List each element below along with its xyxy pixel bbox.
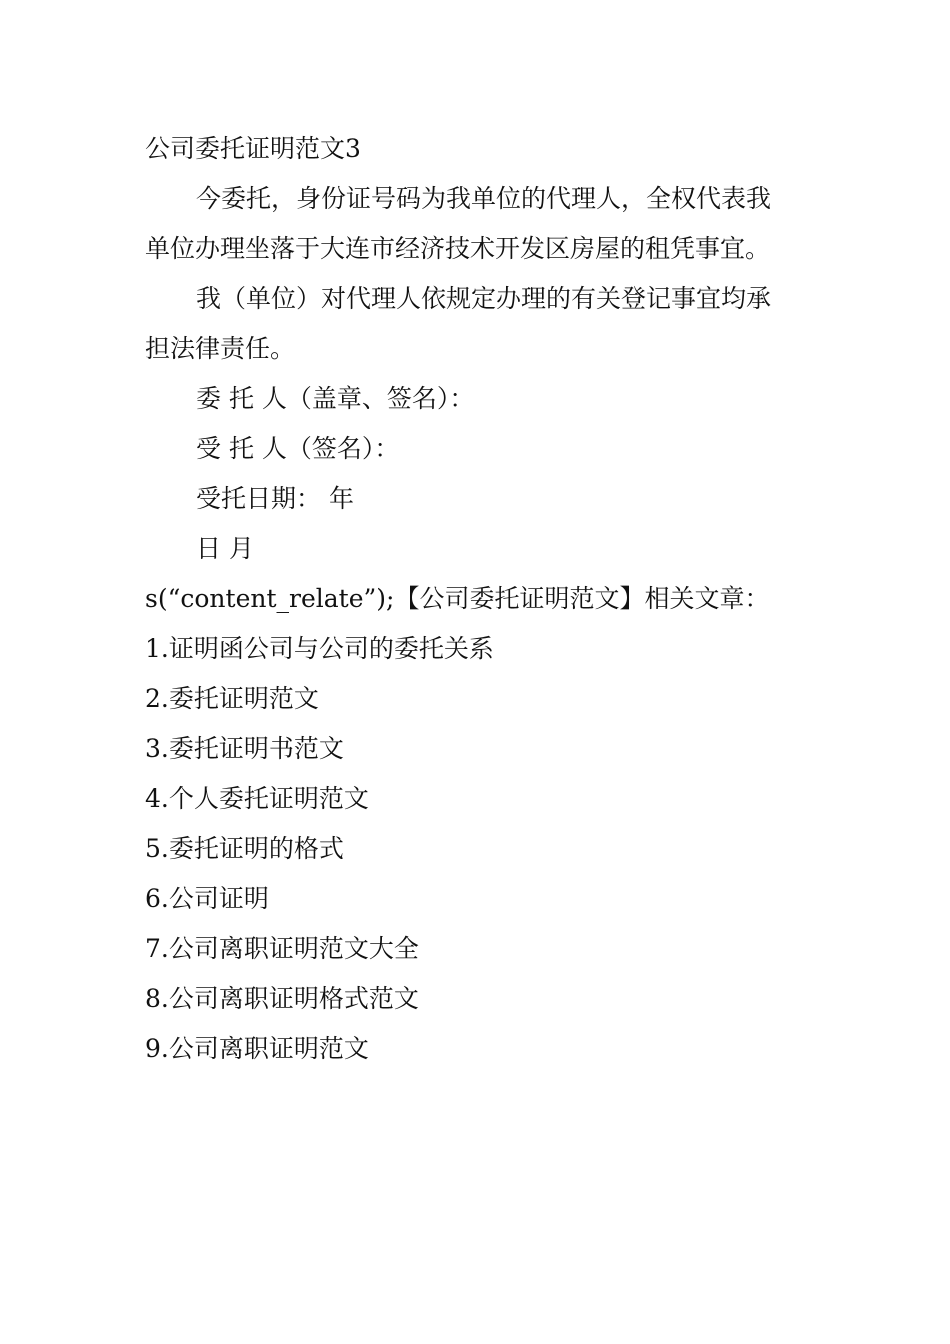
paragraph-1-line-2: 单位办理坐落于大连市经济技术开发区房屋的租凭事宜。	[145, 234, 771, 263]
paragraph-1-line-1: 今委托，身份证号码为我单位的代理人，全权代表我	[196, 184, 772, 213]
related-article-link[interactable]: 1.证明函公司与公司的委托关系	[145, 634, 494, 663]
related-article-link[interactable]: 3.委托证明书范文	[145, 734, 344, 763]
principal-signature-label: 委 托 人（盖章、签名）：	[196, 384, 475, 413]
paragraph-2-line-2: 担法律责任。	[145, 334, 296, 363]
related-article-link[interactable]: 6.公司证明	[145, 884, 269, 913]
related-article-link[interactable]: 4.个人委托证明范文	[145, 784, 369, 813]
related-articles-header: s(“content_relate”);【公司委托证明范文】相关文章：	[145, 584, 770, 613]
agent-signature-label: 受 托 人（签名）：	[196, 434, 400, 463]
document-title: 公司委托证明范文3	[145, 134, 361, 163]
date-label: 受托日期： 年	[196, 484, 354, 513]
paragraph-2-line-1: 我（单位）对代理人依规定办理的有关登记事宜均承	[196, 284, 772, 313]
related-article-link[interactable]: 5.委托证明的格式	[145, 834, 344, 863]
related-article-link[interactable]: 7.公司离职证明范文大全	[145, 934, 419, 963]
related-article-link[interactable]: 9.公司离职证明范文	[145, 1034, 369, 1063]
related-article-link[interactable]: 2.委托证明范文	[145, 684, 319, 713]
date-day-month: 日 月	[196, 534, 254, 563]
related-article-link[interactable]: 8.公司离职证明格式范文	[145, 984, 419, 1013]
